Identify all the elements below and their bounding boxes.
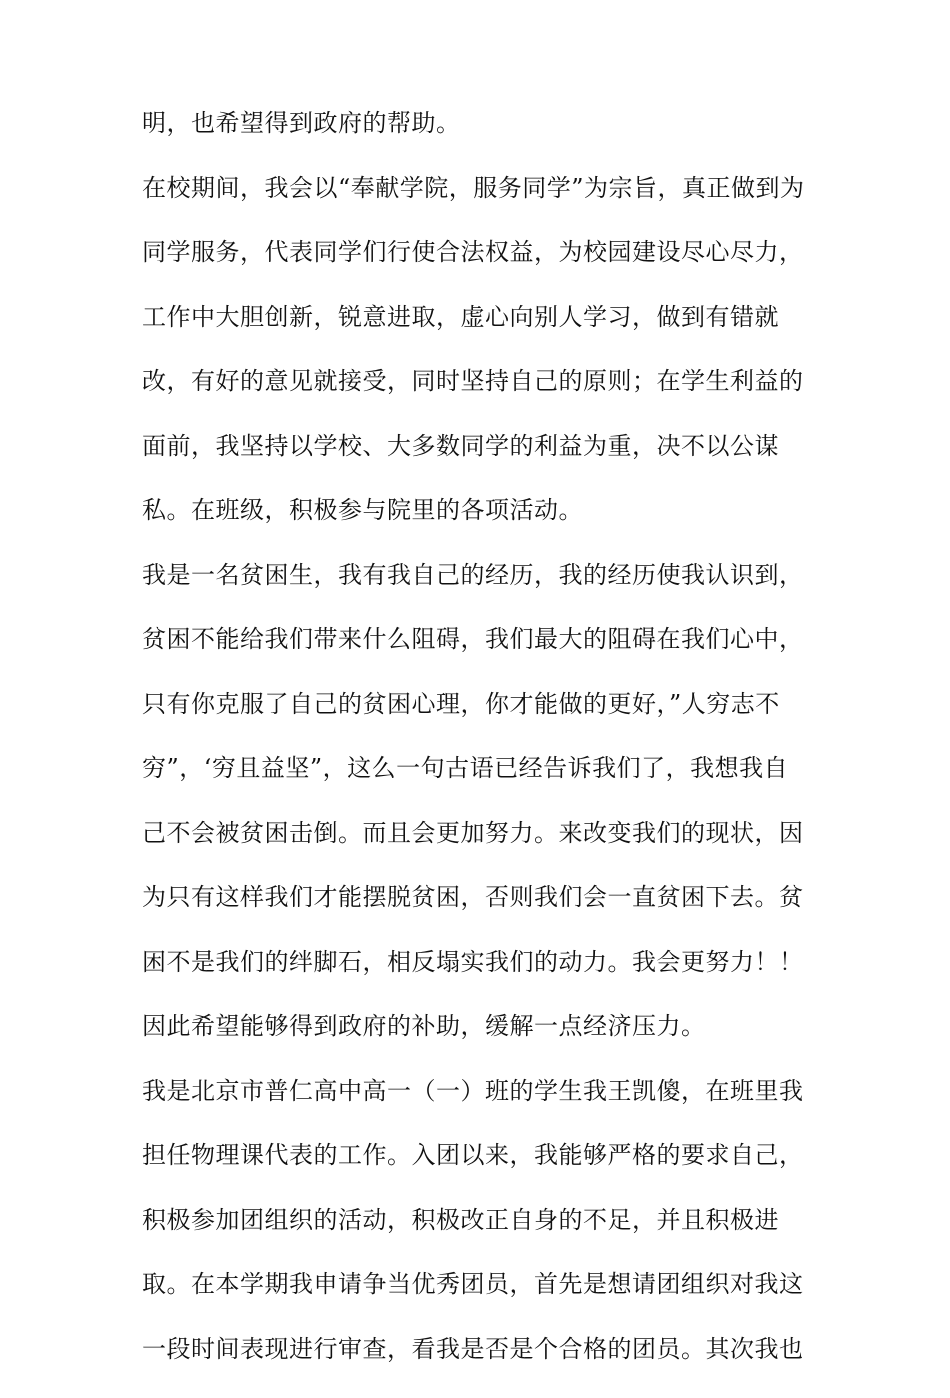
text-line: 只有你克服了自己的贫困心理，你才能做的更好，”人穷志不 [142, 689, 780, 718]
text-line: 取。在本学期我申请争当优秀团员，首先是想请团组织对我这 [142, 1270, 804, 1298]
text-line: 面前，我坚持以学校、大多数同学的利益为重，决不以公谋 [142, 431, 779, 460]
text-line: 一段时间表现进行审查，看我是否是个合格的团员。其次我也 [142, 1334, 804, 1363]
text-line: 积极参加团组织的活动，积极改正自身的不足，并且积极进 [142, 1205, 779, 1234]
text-line: 担任物理课代表的工作。入团以来，我能够严格的要求自己， [142, 1141, 804, 1169]
text-line: 工作中大胆创新，锐意进取，虚心向别人学习，做到有错就 [142, 302, 779, 331]
text-line: 贫困不能给我们带来什么阻碍，我们最大的阻碍在我们心中， [142, 625, 804, 653]
text-line: 困不是我们的绊脚石，相反塌实我们的动力。我会更努力！！ [142, 947, 804, 976]
text-line: 在校期间，我会以“奉献学院，服务同学”为宗旨，真正做到为 [142, 173, 805, 202]
text-line: 己不会被贫困击倒。而且会更加努力。来改变我们的现状，因 [142, 818, 804, 847]
text-line: 明，也希望得到政府的帮助。 [142, 109, 461, 137]
text-line: 穷”，‘穷且益坚”，这么一句古语已经告诉我们了，我想我自 [142, 754, 789, 782]
text-line: 我是北京市普仁高中高一（一）班的学生我王凯傻，在班里我 [142, 1076, 804, 1105]
text-line: 为只有这样我们才能摆脱贫困，否则我们会一直贫困下去。贫 [142, 883, 804, 911]
text-line: 同学服务，代表同学们行使合法权益，为校园建设尽心尽力， [142, 238, 804, 266]
text-line: 我是一名贫困生，我有我自己的经历，我的经历使我认识到， [142, 560, 804, 589]
text-line: 改，有好的意见就接受，同时坚持自己的原则；在学生利益的 [142, 367, 804, 395]
text-line: 私。在班级，积极参与院里的各项活动。 [142, 496, 583, 524]
text-line: 因此希望能够得到政府的补助，缓解一点经济压力。 [142, 1012, 706, 1040]
body-text [142, 108, 822, 1398]
